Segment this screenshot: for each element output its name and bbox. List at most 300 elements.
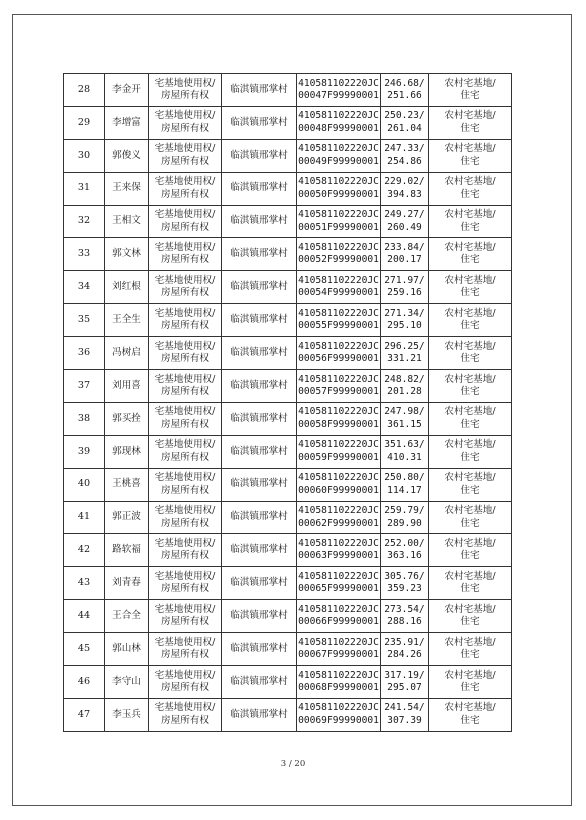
row-number-cell [64,567,105,600]
row-number-cell [64,370,105,403]
owner-name-cell [105,304,149,337]
right-type-text: 宅基地使用权/ [154,241,216,253]
owner-name-cell [105,633,149,666]
parcel-code-text: 410581102220JC [298,570,379,582]
land-use-text: 农村宅基地/ [444,669,496,681]
table-row [64,304,512,337]
location-text: 临淇镇邢掌村 [230,642,288,654]
right-type-text: 房屋所有权 [161,155,209,167]
owner-name-text: 郭俊义 [112,149,141,161]
owner-name-text: 李金开 [112,83,141,95]
owner-name-cell [105,238,149,271]
parcel-code-cell [297,402,381,435]
right-type-text: 房屋所有权 [161,517,209,529]
parcel-code-cell [297,666,381,699]
row-number-cell [64,106,105,139]
location-cell [222,337,297,370]
parcel-code-text: 410581102220JC [298,143,379,155]
table-row [64,172,512,205]
land-use-text: 住宅 [460,122,480,134]
land-use-text: 农村宅基地/ [444,307,496,319]
location-text: 临淇镇邢掌村 [230,445,288,457]
right-type-text: 房屋所有权 [161,484,209,496]
row-number-cell [64,304,105,337]
parcel-code-cell [297,567,381,600]
area-values-text: 295.07 [387,681,422,693]
parcel-code-text: 410581102220JC [298,406,379,418]
land-use-text: 农村宅基地/ [444,636,496,648]
row-number-text: 32 [77,215,91,227]
parcel-code-cell [297,435,381,468]
area-values-text: 249.27/ [384,209,425,221]
land-use-text: 住宅 [460,714,480,726]
right-type-text: 宅基地使用权/ [154,505,216,517]
land-use-cell [429,271,512,304]
right-type-text: 房屋所有权 [161,122,209,134]
land-use-text: 住宅 [460,385,480,397]
location-cell [222,698,297,731]
land-use-cell [429,205,512,238]
location-cell [222,205,297,238]
land-use-text: 农村宅基地/ [444,110,496,122]
area-values-cell [381,106,429,139]
area-values-text: 201.28 [387,385,422,397]
right-type-cell [149,139,222,172]
parcel-code-cell [297,74,381,107]
land-use-text: 农村宅基地/ [444,538,496,549]
area-values-text: 261.04 [387,122,422,134]
area-values-text: 359.23 [387,583,422,595]
area-values-text: 247.98/ [384,406,425,418]
land-use-cell [429,238,512,271]
land-use-text: 农村宅基地/ [444,603,496,615]
location-cell [222,402,297,435]
location-text: 临淇镇邢掌村 [230,708,288,720]
location-cell [222,106,297,139]
parcel-code-cell [297,106,381,139]
row-number-text: 46 [77,675,91,687]
location-text: 临淇镇邢掌村 [230,379,288,391]
parcel-code-text: 410581102220JC [298,176,379,188]
area-values-cell [381,205,429,238]
land-use-cell [429,337,512,370]
location-text: 临淇镇邢掌村 [230,412,288,424]
row-number-cell [64,666,105,699]
parcel-code-text: 00068F99990001 [298,681,379,693]
parcel-code-text: 00057F99990001 [298,385,379,397]
owner-name-cell [105,74,149,107]
area-values-cell [381,74,429,107]
land-use-cell [429,106,512,139]
owner-name-cell [105,271,149,304]
land-use-text: 住宅 [460,583,480,595]
parcel-code-cell [297,633,381,666]
parcel-code-text: 00067F99990001 [298,649,379,661]
right-type-text: 宅基地使用权/ [154,307,216,319]
table-row [64,106,512,139]
land-use-cell [429,74,512,107]
row-number-cell [64,468,105,501]
table-row [64,534,512,567]
area-values-cell [381,238,429,271]
right-type-text: 房屋所有权 [161,385,209,397]
owner-name-text: 王合全 [112,609,141,621]
owner-name-text: 刘用喜 [112,379,141,391]
parcel-code-text: 00062F99990001 [298,517,379,529]
parcel-code-cell [297,172,381,205]
row-number-cell [64,172,105,205]
row-number-cell [64,435,105,468]
location-cell [222,172,297,205]
land-use-text: 住宅 [460,320,480,332]
owner-name-cell [105,468,149,501]
row-number-text: 47 [77,708,91,720]
owner-name-cell [105,370,149,403]
parcel-code-text: 410581102220JC [298,209,379,221]
area-values-cell [381,337,429,370]
parcel-code-text: 410581102220JC [298,439,379,451]
land-use-cell [429,534,512,567]
row-number-text: 39 [77,445,91,457]
right-type-cell [149,435,222,468]
location-text: 临淇镇邢掌村 [230,609,288,621]
land-use-text: 农村宅基地/ [444,340,496,352]
area-values-text: 394.83 [387,188,422,200]
parcel-code-text: 00056F99990001 [298,353,379,365]
right-type-text: 宅基地使用权/ [154,373,216,385]
row-number-cell [64,271,105,304]
location-cell [222,304,297,337]
parcel-code-text: 00063F99990001 [298,550,379,562]
parcel-code-text: 00047F99990001 [298,89,379,101]
right-type-text: 房屋所有权 [161,451,209,463]
parcel-code-text: 410581102220JC [298,340,379,352]
land-use-cell [429,435,512,468]
land-use-text: 住宅 [460,287,480,299]
right-type-text: 房屋所有权 [161,353,209,365]
area-values-text: 305.76/ [384,570,425,582]
area-values-cell [381,402,429,435]
owner-name-cell [105,698,149,731]
area-values-cell [381,271,429,304]
right-type-cell [149,304,222,337]
location-text: 临淇镇邢掌村 [230,116,288,128]
area-values-text: 288.16 [387,616,422,628]
row-number-cell [64,74,105,107]
land-use-text: 住宅 [460,484,480,496]
table-row [64,337,512,370]
row-number-cell [64,139,105,172]
area-values-text: 254.86 [387,155,422,167]
area-values-text: 410.31 [387,451,422,463]
right-type-cell [149,501,222,534]
row-number-text: 38 [77,412,91,424]
area-values-text: 317.19/ [384,669,425,681]
row-number-text: 34 [77,281,91,293]
area-values-text: 246.68/ [384,77,425,89]
row-number-text: 41 [77,511,91,523]
right-type-text: 房屋所有权 [161,254,209,266]
parcel-code-text: 410581102220JC [298,110,379,122]
row-number-text: 35 [77,313,91,325]
location-cell [222,370,297,403]
row-number-cell [64,238,105,271]
owner-name-text: 冯树启 [112,346,141,358]
right-type-text: 房屋所有权 [161,221,209,233]
land-use-cell [429,402,512,435]
right-type-text: 宅基地使用权/ [154,472,216,484]
right-type-text: 房屋所有权 [161,681,209,693]
table-row [64,238,512,271]
area-values-cell [381,172,429,205]
location-cell [222,534,297,567]
land-use-text: 住宅 [460,649,480,661]
owner-name-cell [105,106,149,139]
land-use-text: 农村宅基地/ [444,77,496,89]
parcel-code-text: 410581102220JC [298,274,379,286]
area-values-text: 361.15 [387,418,422,430]
land-use-text: 住宅 [460,616,480,628]
area-values-text: 273.54/ [384,603,425,615]
area-values-text: 250.23/ [384,110,425,122]
area-values-text: 295.10 [387,320,422,332]
area-values-cell [381,698,429,731]
land-use-text: 住宅 [460,418,480,430]
row-number-cell [64,337,105,370]
location-text: 临淇镇邢掌村 [230,478,288,490]
parcel-code-cell [297,304,381,337]
table-row [64,567,512,600]
area-values-text: 284.26 [387,649,422,661]
owner-name-cell [105,666,149,699]
owner-name-cell [105,600,149,633]
land-use-text: 农村宅基地/ [444,702,496,714]
parcel-code-text: 00059F99990001 [298,451,379,463]
table-row [64,370,512,403]
location-text: 临淇镇邢掌村 [230,248,288,260]
area-values-cell [381,468,429,501]
parcel-code-text: 410581102220JC [298,307,379,319]
parcel-code-cell [297,370,381,403]
area-values-text: 248.82/ [384,373,425,385]
owner-name-cell [105,534,149,567]
right-type-text: 宅基地使用权/ [154,570,216,582]
land-use-text: 住宅 [460,221,480,233]
right-type-cell [149,238,222,271]
right-type-cell [149,337,222,370]
parcel-code-cell [297,698,381,731]
table-row [64,468,512,501]
parcel-code-text: 410581102220JC [298,636,379,648]
parcel-code-text: 410581102220JC [298,603,379,615]
right-type-cell [149,370,222,403]
owner-name-cell [105,567,149,600]
right-type-text: 房屋所有权 [161,550,209,562]
area-values-text: 260.49 [387,221,422,233]
owner-name-cell [105,402,149,435]
right-type-cell [149,633,222,666]
parcel-code-text: 00066F99990001 [298,616,379,628]
location-cell [222,501,297,534]
land-use-text: 农村宅基地/ [444,472,496,484]
parcel-code-text: 410581102220JC [298,77,379,89]
location-text: 临淇镇邢掌村 [230,346,288,358]
row-number-text: 31 [77,182,91,194]
table-row [64,435,512,468]
land-use-cell [429,600,512,633]
area-values-text: 289.90 [387,517,422,529]
area-values-cell [381,370,429,403]
right-type-text: 房屋所有权 [161,583,209,595]
row-number-text: 43 [77,577,91,589]
parcel-code-text: 410581102220JC [298,505,379,517]
row-number-text: 37 [77,379,91,391]
land-use-text: 农村宅基地/ [444,406,496,418]
location-cell [222,666,297,699]
area-values-text: 259.79/ [384,505,425,517]
owner-name-text: 郭正波 [112,511,141,523]
table-row [64,666,512,699]
land-use-cell [429,666,512,699]
land-use-cell [429,567,512,600]
land-use-text: 农村宅基地/ [444,209,496,221]
right-type-text: 房屋所有权 [161,418,209,430]
parcel-code-text: 00069F99990001 [298,714,379,726]
land-use-text: 农村宅基地/ [444,505,496,517]
right-type-text: 宅基地使用权/ [154,669,216,681]
location-cell [222,567,297,600]
right-type-cell [149,106,222,139]
right-type-cell [149,402,222,435]
land-use-cell [429,501,512,534]
location-text: 临淇镇邢掌村 [230,182,288,194]
land-use-text: 农村宅基地/ [444,176,496,188]
area-values-text: 271.34/ [384,307,425,319]
owner-name-text: 郭现林 [112,445,141,457]
owner-name-cell [105,205,149,238]
location-cell [222,633,297,666]
right-type-cell [149,205,222,238]
right-type-text: 宅基地使用权/ [154,176,216,188]
land-use-cell [429,633,512,666]
owner-name-text: 郭山林 [112,642,141,654]
right-type-text: 宅基地使用权/ [154,702,216,714]
parcel-code-text: 00055F99990001 [298,320,379,332]
right-type-text: 宅基地使用权/ [154,340,216,352]
right-type-cell [149,666,222,699]
owner-name-text: 郭买拴 [112,412,141,424]
area-values-text: 114.17 [387,484,422,496]
owner-name-text: 刘红根 [112,281,141,293]
row-number-cell [64,600,105,633]
right-type-cell [149,567,222,600]
right-type-text: 宅基地使用权/ [154,603,216,615]
parcel-code-text: 00054F99990001 [298,287,379,299]
parcel-code-cell [297,468,381,501]
location-cell [222,74,297,107]
right-type-cell [149,698,222,731]
right-type-text: 宅基地使用权/ [154,143,216,155]
table-row [64,402,512,435]
row-number-cell [64,402,105,435]
location-text: 临淇镇邢掌村 [230,215,288,227]
right-type-cell [149,600,222,633]
land-use-text: 农村宅基地/ [444,241,496,253]
right-type-text: 宅基地使用权/ [154,77,216,89]
area-values-text: 351.63/ [384,439,425,451]
land-use-text: 住宅 [460,353,480,365]
location-cell [222,271,297,304]
row-number-cell [64,534,105,567]
area-values-text: 307.39 [387,714,422,726]
row-number-text: 44 [77,609,91,621]
row-number-cell [64,501,105,534]
row-number-cell [64,698,105,731]
parcel-code-text: 00065F99990001 [298,583,379,595]
land-use-text: 住宅 [460,550,480,562]
area-values-text: 235.91/ [384,636,425,648]
owner-name-cell [105,139,149,172]
parcel-code-text: 410581102220JC [298,538,379,549]
right-type-text: 房屋所有权 [161,188,209,200]
right-type-text: 宅基地使用权/ [154,110,216,122]
area-values-cell [381,666,429,699]
land-use-text: 住宅 [460,451,480,463]
area-values-cell [381,534,429,567]
parcel-code-text: 410581102220JC [298,241,379,253]
land-use-cell [429,468,512,501]
parcel-code-text: 00052F99990001 [298,254,379,266]
right-type-cell [149,468,222,501]
area-values-text: 331.21 [387,353,422,365]
row-number-text: 45 [77,642,91,654]
area-values-cell [381,435,429,468]
area-values-text: 250.80/ [384,472,425,484]
table-row [64,501,512,534]
area-values-text: 241.54/ [384,702,425,714]
owner-name-text: 路软福 [112,544,141,556]
area-values-text: 363.16 [387,550,422,562]
table-row [64,600,512,633]
owner-name-cell [105,337,149,370]
parcel-code-text: 410581102220JC [298,472,379,484]
land-use-cell [429,370,512,403]
right-type-text: 宅基地使用权/ [154,406,216,418]
area-values-cell [381,304,429,337]
area-values-text: 247.33/ [384,143,425,155]
location-cell [222,468,297,501]
row-number-cell [64,205,105,238]
owner-name-text: 郭文林 [112,248,141,260]
land-use-text: 农村宅基地/ [444,439,496,451]
owner-name-text: 王全生 [112,313,141,325]
land-use-text: 住宅 [460,155,480,167]
owner-name-text: 李玉兵 [112,708,141,720]
parcel-code-cell [297,501,381,534]
area-values-text: 271.97/ [384,274,425,286]
right-type-text: 宅基地使用权/ [154,209,216,221]
area-values-cell [381,139,429,172]
parcel-code-text: 00058F99990001 [298,418,379,430]
right-type-cell [149,74,222,107]
parcel-code-cell [297,205,381,238]
owner-name-text: 刘青春 [112,577,141,589]
parcel-code-text: 410581102220JC [298,669,379,681]
table-row [64,74,512,107]
parcel-code-cell [297,600,381,633]
parcel-code-text: 410581102220JC [298,702,379,714]
land-use-text: 农村宅基地/ [444,274,496,286]
